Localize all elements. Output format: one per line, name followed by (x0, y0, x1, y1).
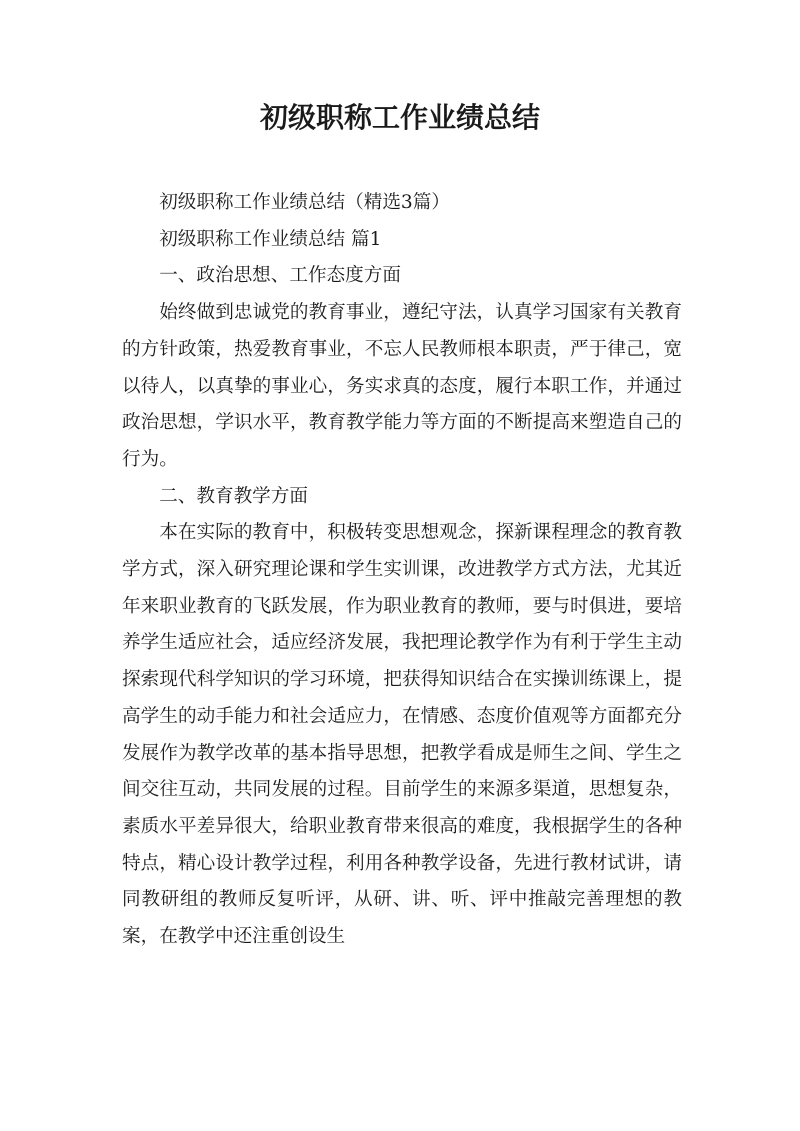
paragraph-teaching: 本在实际的教育中，积极转变思想观念，探新课程理念的教育教学方式，深入研究理论课和学生实训课，改进教学方式方法，尤其近年来职业教育的飞跃发展，作为职业教育的教师，要与时俱进，要培养学生适应社会，适应经济发展，我把理论教学作为有利于学生主动探索现代科学知识的学习环境，把获得知识结合在实操训练课上，提高学生的动手能力和社会适应力，在情感、态度价值观等方面都充分发展作为教学改革的基本指导思想，把教学看成是师生之间、学生之间交往互动，共同发展的过程。目前学生的来源多渠道，思想复杂，素质水平差异很大，给职业教育带来很高的难度，我根据学生的各种特点，精心设计教学过程，利用各种教学设备，先进行教材试讲，请同教研组的教师反复听评，从研、讲、听、评中推敲完善理想的教案，在教学中还注重创设生 (122, 522, 682, 948)
section-heading-politics: 一、政治思想、工作态度方面 (159, 265, 401, 287)
doc-subtitle: 初级职称工作业绩总结（精选3篇） (159, 192, 450, 213)
article-heading: 初级职称工作业绩总结 篇1 (159, 228, 382, 250)
paragraph-politics: 始终做到忠诚党的教育事业，遵纪守法，认真学习国家有关教育的方针政策，热爱教育事业，不忘人民教师根本职责，严于律己，宽以待人，以真挚的事业心，务实求真的态度，履行本职工作，并通过政治思想，学识水平，教育教学能力等方面的不断提高来塑造自己的行为。 (122, 302, 682, 470)
document-title: 初级职称工作业绩总结 (259, 101, 540, 134)
document-body (122, 185, 682, 956)
section-heading-teaching: 二、教育教学方面 (159, 485, 308, 507)
